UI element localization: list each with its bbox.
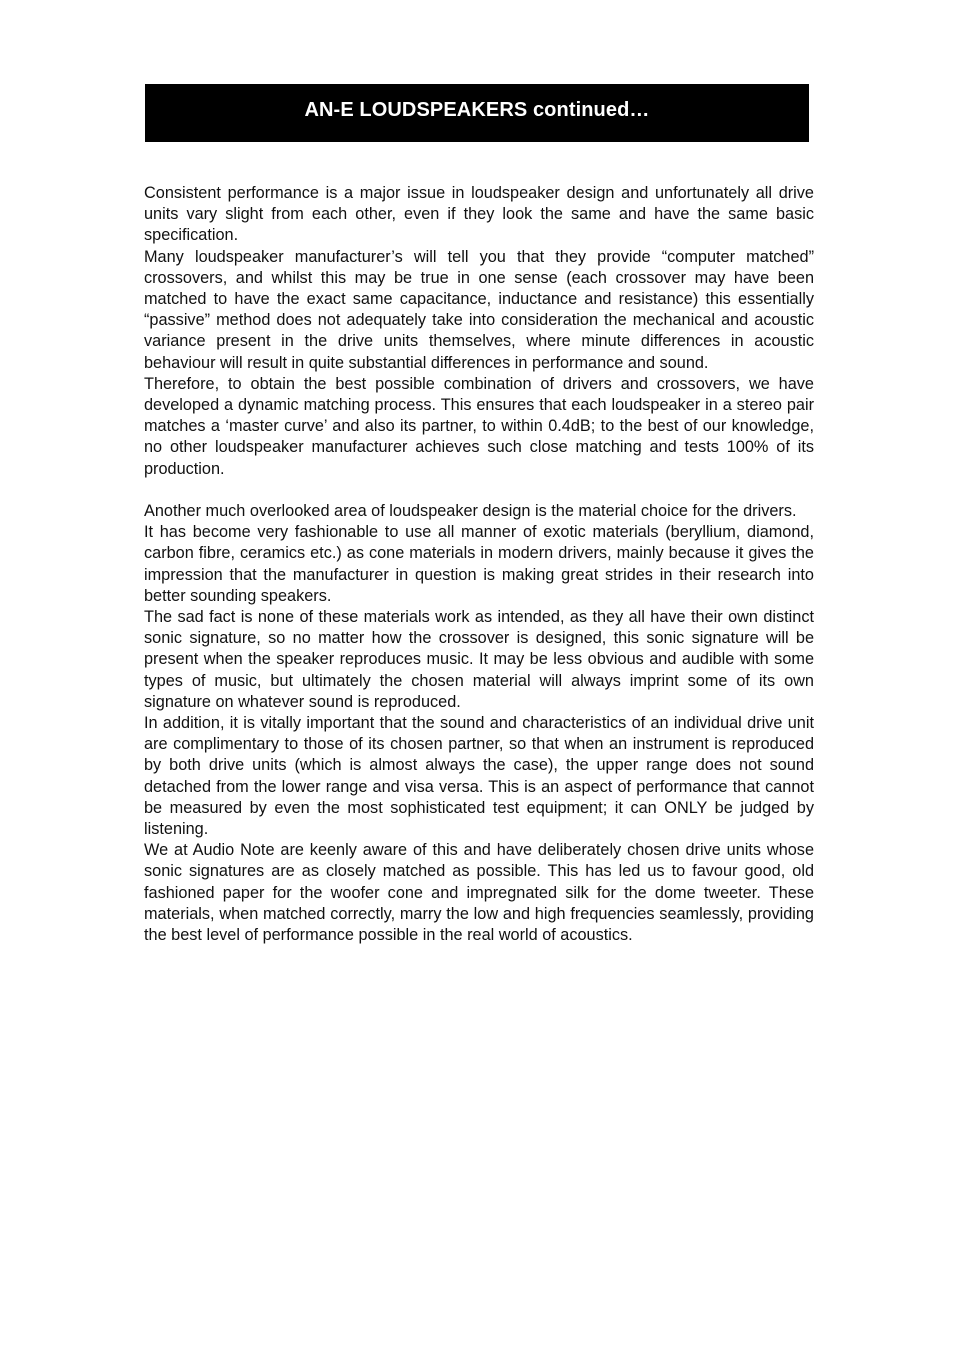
paragraph-exotic-materials: It has become very fashionable to use all manner of exotic materials (beryllium, diamond, carbon fibre, ceramics etc.) as cone materials in modern drivers, mainly because it gives the impression that the manufacturer in question is making great strides in their research into better sounding speakers. — [144, 523, 814, 605]
paragraph-computer-matched: Many loudspeaker manufacturer’s will tell you that they provide “computer matched” crossovers, and whilst this may be true in one sense (each crossover may have been matched to have the exact same capacitance, inductance and resistance) this essentially “passive” method does not adequately take into consideration the mechanical and acoustic variance present in the drive units themselves, where minute differences in acoustic behaviour will result in quite substantial differences in performance and sound. — [144, 247, 814, 372]
section-header-bar — [145, 84, 809, 142]
paragraph-complementary-drivers: In addition, it is vitally important that the sound and characteristics of an individual drive unit are complimentary to those of its chosen partner, so that when an instrument is reproduced by both drive units (which is almost always the case), the upper range does not sound detached from the lower range and visa versa. This is an aspect of performance that cannot be measured by even the most sophisticated test equipment; it can ONLY be judged by listening. — [144, 714, 814, 839]
paragraph-consistency: Consistent performance is a major issue in loudspeaker design and unfortunately all drive units vary slight from each other, even if they look the same and have the same basic specification. — [144, 184, 814, 245]
paragraph-sonic-signature: The sad fact is none of these materials work as intended, as they all have their own distinct sonic signature, so no matter how the crossover is designed, this sonic signature will be present when the speaker reproduces music. It may be less obvious and audible with some types of music, but ultimately the chosen material will always imprint some of its own signature on whatever sound is reproduced. — [144, 608, 814, 711]
body-text — [144, 183, 814, 946]
paragraph-dynamic-matching: Therefore, to obtain the best possible combination of drivers and crossovers, we have developed a dynamic matching process. This ensures that each loudspeaker in a stereo pair matches a ‘master curve’ and also its partner, to within 0.4dB; to the best of our knowledge, no other loudspeaker manufacturer achieves such close matching and tests 100% of its production. — [144, 374, 814, 478]
paragraph-materials-intro: Another much overlooked area of loudspeaker design is the material choice for the drivers. — [144, 502, 797, 521]
section-title: AN-E LOUDSPEAKERS continued… — [304, 98, 650, 121]
paragraph-audio-note-choice: We at Audio Note are keenly aware of this and have deliberately chosen drive units whose sonic signatures are as closely matched as possible. This has led us to favour good, old fashioned paper for the woofer cone and impregnated silk for the dome tweeter. These materials, when matched correctly, marry the low and high frequencies seamlessly, providing the best level of performance possible in the real world of acoustics. — [144, 841, 814, 945]
